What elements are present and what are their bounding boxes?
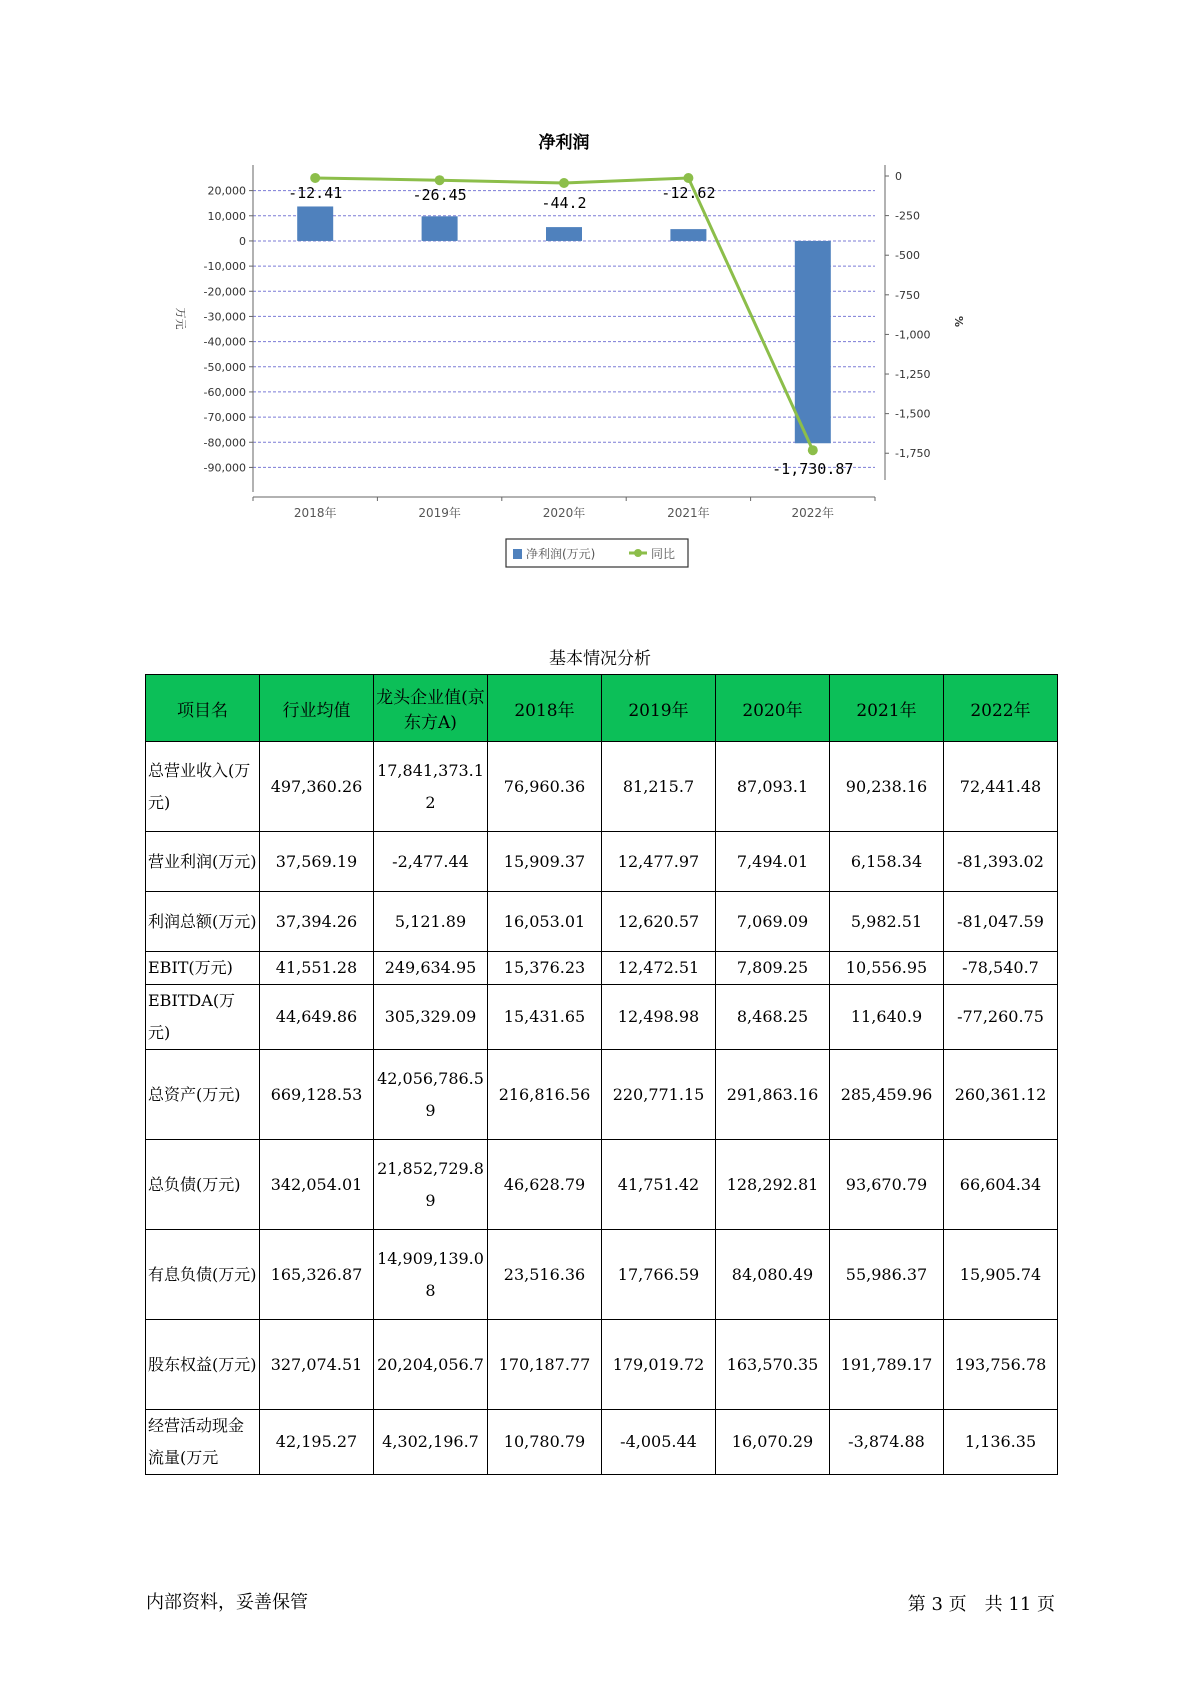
y2-tick-label: -1,750 xyxy=(895,447,931,461)
table-cell: 12,472.51 xyxy=(602,952,716,985)
table-cell: 128,292.81 xyxy=(716,1140,830,1230)
table-cell: 15,905.74 xyxy=(944,1230,1058,1320)
legend-swatch-bar xyxy=(513,549,522,559)
row-label: 经营活动现金流量(万元 xyxy=(146,1410,260,1475)
table-cell: 497,360.26 xyxy=(260,742,374,832)
table-cell: 165,326.87 xyxy=(260,1230,374,1320)
table-row xyxy=(146,985,1058,1050)
footer-page-number: 第 3 页 共 11 页 xyxy=(907,1594,1055,1615)
table-cell: 66,604.34 xyxy=(944,1140,1058,1230)
table-cell: 260,361.12 xyxy=(944,1050,1058,1140)
table-cell: 11,640.9 xyxy=(830,985,944,1050)
row-label: 总资产(万元) xyxy=(146,1050,260,1140)
table-cell: 15,909.37 xyxy=(488,832,602,892)
bar xyxy=(795,241,831,443)
table-cell: 5,121.89 xyxy=(374,892,488,952)
y-axis-label: 万元 xyxy=(174,307,187,330)
table-cell: 170,187.77 xyxy=(488,1320,602,1410)
table-cell: 46,628.79 xyxy=(488,1140,602,1230)
table-cell: 37,394.26 xyxy=(260,892,374,952)
chart-title: 净利润 xyxy=(538,133,590,153)
row-label: 有息负债(万元) xyxy=(146,1230,260,1320)
table-cell: 7,809.25 xyxy=(716,952,830,985)
table-cell: 12,620.57 xyxy=(602,892,716,952)
table-cell: 41,751.42 xyxy=(602,1140,716,1230)
col-header: 2018年 xyxy=(488,675,602,742)
y2-tick-label: -1,000 xyxy=(895,328,931,342)
table-cell: 42,195.27 xyxy=(260,1410,374,1475)
y2-axis-label: % xyxy=(952,315,965,328)
table-cell: 163,570.35 xyxy=(716,1320,830,1410)
y2-tick-label: -750 xyxy=(895,288,920,302)
table-cell: 93,670.79 xyxy=(830,1140,944,1230)
table-cell: 179,019.72 xyxy=(602,1320,716,1410)
row-label: 营业利润(万元) xyxy=(146,832,260,892)
x-tick-label: 2020年 xyxy=(542,506,586,520)
y-tick-label: -10,000 xyxy=(203,260,246,274)
table-cell: -3,874.88 xyxy=(830,1410,944,1475)
table-cell: -4,005.44 xyxy=(602,1410,716,1475)
table-cell: 15,376.23 xyxy=(488,952,602,985)
table-cell: 87,093.1 xyxy=(716,742,830,832)
table-row xyxy=(146,1410,1058,1475)
table-cell: 327,074.51 xyxy=(260,1320,374,1410)
y-tick-label: 10,000 xyxy=(207,209,246,223)
table-row xyxy=(146,742,1058,832)
basic-analysis-table xyxy=(145,674,1058,1475)
y-tick-label: -20,000 xyxy=(203,285,246,299)
table-cell: 84,080.49 xyxy=(716,1230,830,1320)
table-cell: 342,054.01 xyxy=(260,1140,374,1230)
table-cell: 249,634.95 xyxy=(374,952,488,985)
legend-label: 净利润(万元) xyxy=(526,547,596,561)
table-cell: 41,551.28 xyxy=(260,952,374,985)
table-cell: 8,468.25 xyxy=(716,985,830,1050)
y-tick-label: -30,000 xyxy=(203,310,246,324)
table-cell: 12,477.97 xyxy=(602,832,716,892)
row-label: EBIT(万元) xyxy=(146,952,260,985)
table-cell: 17,766.59 xyxy=(602,1230,716,1320)
table-cell: 16,070.29 xyxy=(716,1410,830,1475)
data-label: -1,730.87 xyxy=(772,460,854,479)
table-cell: 216,816.56 xyxy=(488,1050,602,1140)
col-header: 2022年 xyxy=(944,675,1058,742)
table-cell: 10,556.95 xyxy=(830,952,944,985)
yoy-point xyxy=(808,445,818,455)
y-tick-label: -60,000 xyxy=(203,385,246,399)
table-cell: -81,393.02 xyxy=(944,832,1058,892)
row-label: 总负债(万元) xyxy=(146,1140,260,1230)
y-tick-label: -40,000 xyxy=(203,335,246,349)
table-cell: 285,459.96 xyxy=(830,1050,944,1140)
table-cell: 76,960.36 xyxy=(488,742,602,832)
table-cell: 7,069.09 xyxy=(716,892,830,952)
table-cell: 72,441.48 xyxy=(944,742,1058,832)
y2-tick-label: 0 xyxy=(895,170,902,183)
table-cell: 55,986.37 xyxy=(830,1230,944,1320)
y-tick-label: -50,000 xyxy=(203,360,246,374)
net-profit-chart xyxy=(150,130,1050,600)
row-label: EBITDA(万元) xyxy=(146,985,260,1050)
y-tick-label: 0 xyxy=(239,234,246,248)
row-label: 利润总额(万元) xyxy=(146,892,260,952)
table-cell: 6,158.34 xyxy=(830,832,944,892)
col-header: 龙头企业值(京东方A) xyxy=(374,675,488,742)
table-cell: 669,128.53 xyxy=(260,1050,374,1140)
data-label: -26.45 xyxy=(412,186,467,205)
table-cell: 220,771.15 xyxy=(602,1050,716,1140)
x-tick-label: 2022年 xyxy=(791,506,835,520)
col-header: 2021年 xyxy=(830,675,944,742)
table-row xyxy=(146,892,1058,952)
chart-canvas xyxy=(150,130,1050,600)
table-cell: 7,494.01 xyxy=(716,832,830,892)
table-cell: 14,909,139.08 xyxy=(374,1230,488,1320)
col-header: 行业均值 xyxy=(260,675,374,742)
table-cell: 81,215.7 xyxy=(602,742,716,832)
table-cell: 42,056,786.59 xyxy=(374,1050,488,1140)
table-cell: 44,649.86 xyxy=(260,985,374,1050)
table-caption: 基本情况分析 xyxy=(549,649,651,669)
legend-label: 同比 xyxy=(651,547,676,561)
y2-tick-label: -1,250 xyxy=(895,368,931,382)
table-cell: 17,841,373.12 xyxy=(374,742,488,832)
x-tick-label: 2021年 xyxy=(667,506,710,520)
table-cell: -78,540.7 xyxy=(944,952,1058,985)
y-tick-label: -90,000 xyxy=(203,461,246,475)
row-label: 股东权益(万元) xyxy=(146,1320,260,1410)
col-header: 项目名 xyxy=(146,675,260,742)
table-cell: -81,047.59 xyxy=(944,892,1058,952)
table-cell: -2,477.44 xyxy=(374,832,488,892)
bar xyxy=(546,227,582,241)
x-tick-label: 2018年 xyxy=(293,506,337,520)
col-header: 2019年 xyxy=(602,675,716,742)
table-row xyxy=(146,832,1058,892)
table-cell: 20,204,056.7 xyxy=(374,1320,488,1410)
table-cell: 5,982.51 xyxy=(830,892,944,952)
col-header: 2020年 xyxy=(716,675,830,742)
table-cell: 191,789.17 xyxy=(830,1320,944,1410)
x-tick-label: 2019年 xyxy=(418,506,461,520)
table-cell: 193,756.78 xyxy=(944,1320,1058,1410)
table-cell: 21,852,729.89 xyxy=(374,1140,488,1230)
bar xyxy=(670,229,706,241)
yoy-point xyxy=(435,175,445,185)
data-label: -44.2 xyxy=(541,194,587,213)
table-row xyxy=(146,1140,1058,1230)
y2-tick-label: -500 xyxy=(895,249,920,263)
table-cell: 4,302,196.7 xyxy=(374,1410,488,1475)
table-cell: 12,498.98 xyxy=(602,985,716,1050)
table-cell: 90,238.16 xyxy=(830,742,944,832)
y-tick-label: -80,000 xyxy=(203,436,246,450)
yoy-point xyxy=(559,178,569,188)
table-cell: 291,863.16 xyxy=(716,1050,830,1140)
yoy-point xyxy=(683,173,693,183)
table-cell: -77,260.75 xyxy=(944,985,1058,1050)
data-label: -12.41 xyxy=(288,183,343,202)
legend-swatch-point xyxy=(634,549,642,557)
table-cell: 16,053.01 xyxy=(488,892,602,952)
table-row xyxy=(146,1050,1058,1140)
table-cell: 23,516.36 xyxy=(488,1230,602,1320)
table-header-row xyxy=(146,675,1058,742)
table-cell: 10,780.79 xyxy=(488,1410,602,1475)
table-cell: 37,569.19 xyxy=(260,832,374,892)
table-cell: 305,329.09 xyxy=(374,985,488,1050)
table-cell: 1,136.35 xyxy=(944,1410,1058,1475)
table-row xyxy=(146,952,1058,985)
y-tick-label: -70,000 xyxy=(203,411,246,425)
bar xyxy=(422,216,458,241)
table-row xyxy=(146,1320,1058,1410)
y2-tick-label: -250 xyxy=(895,209,920,223)
bar xyxy=(297,206,333,240)
table-cell: 15,431.65 xyxy=(488,985,602,1050)
yoy-point xyxy=(310,173,320,183)
y2-tick-label: -1,500 xyxy=(895,407,931,421)
footer-confidential-note: 内部资料，妥善保管 xyxy=(146,1592,308,1613)
table-row xyxy=(146,1230,1058,1320)
row-label: 总营业收入(万元) xyxy=(146,742,260,832)
yoy-line xyxy=(315,178,813,450)
y-tick-label: 20,000 xyxy=(207,184,246,198)
data-label: -12.62 xyxy=(661,183,716,202)
